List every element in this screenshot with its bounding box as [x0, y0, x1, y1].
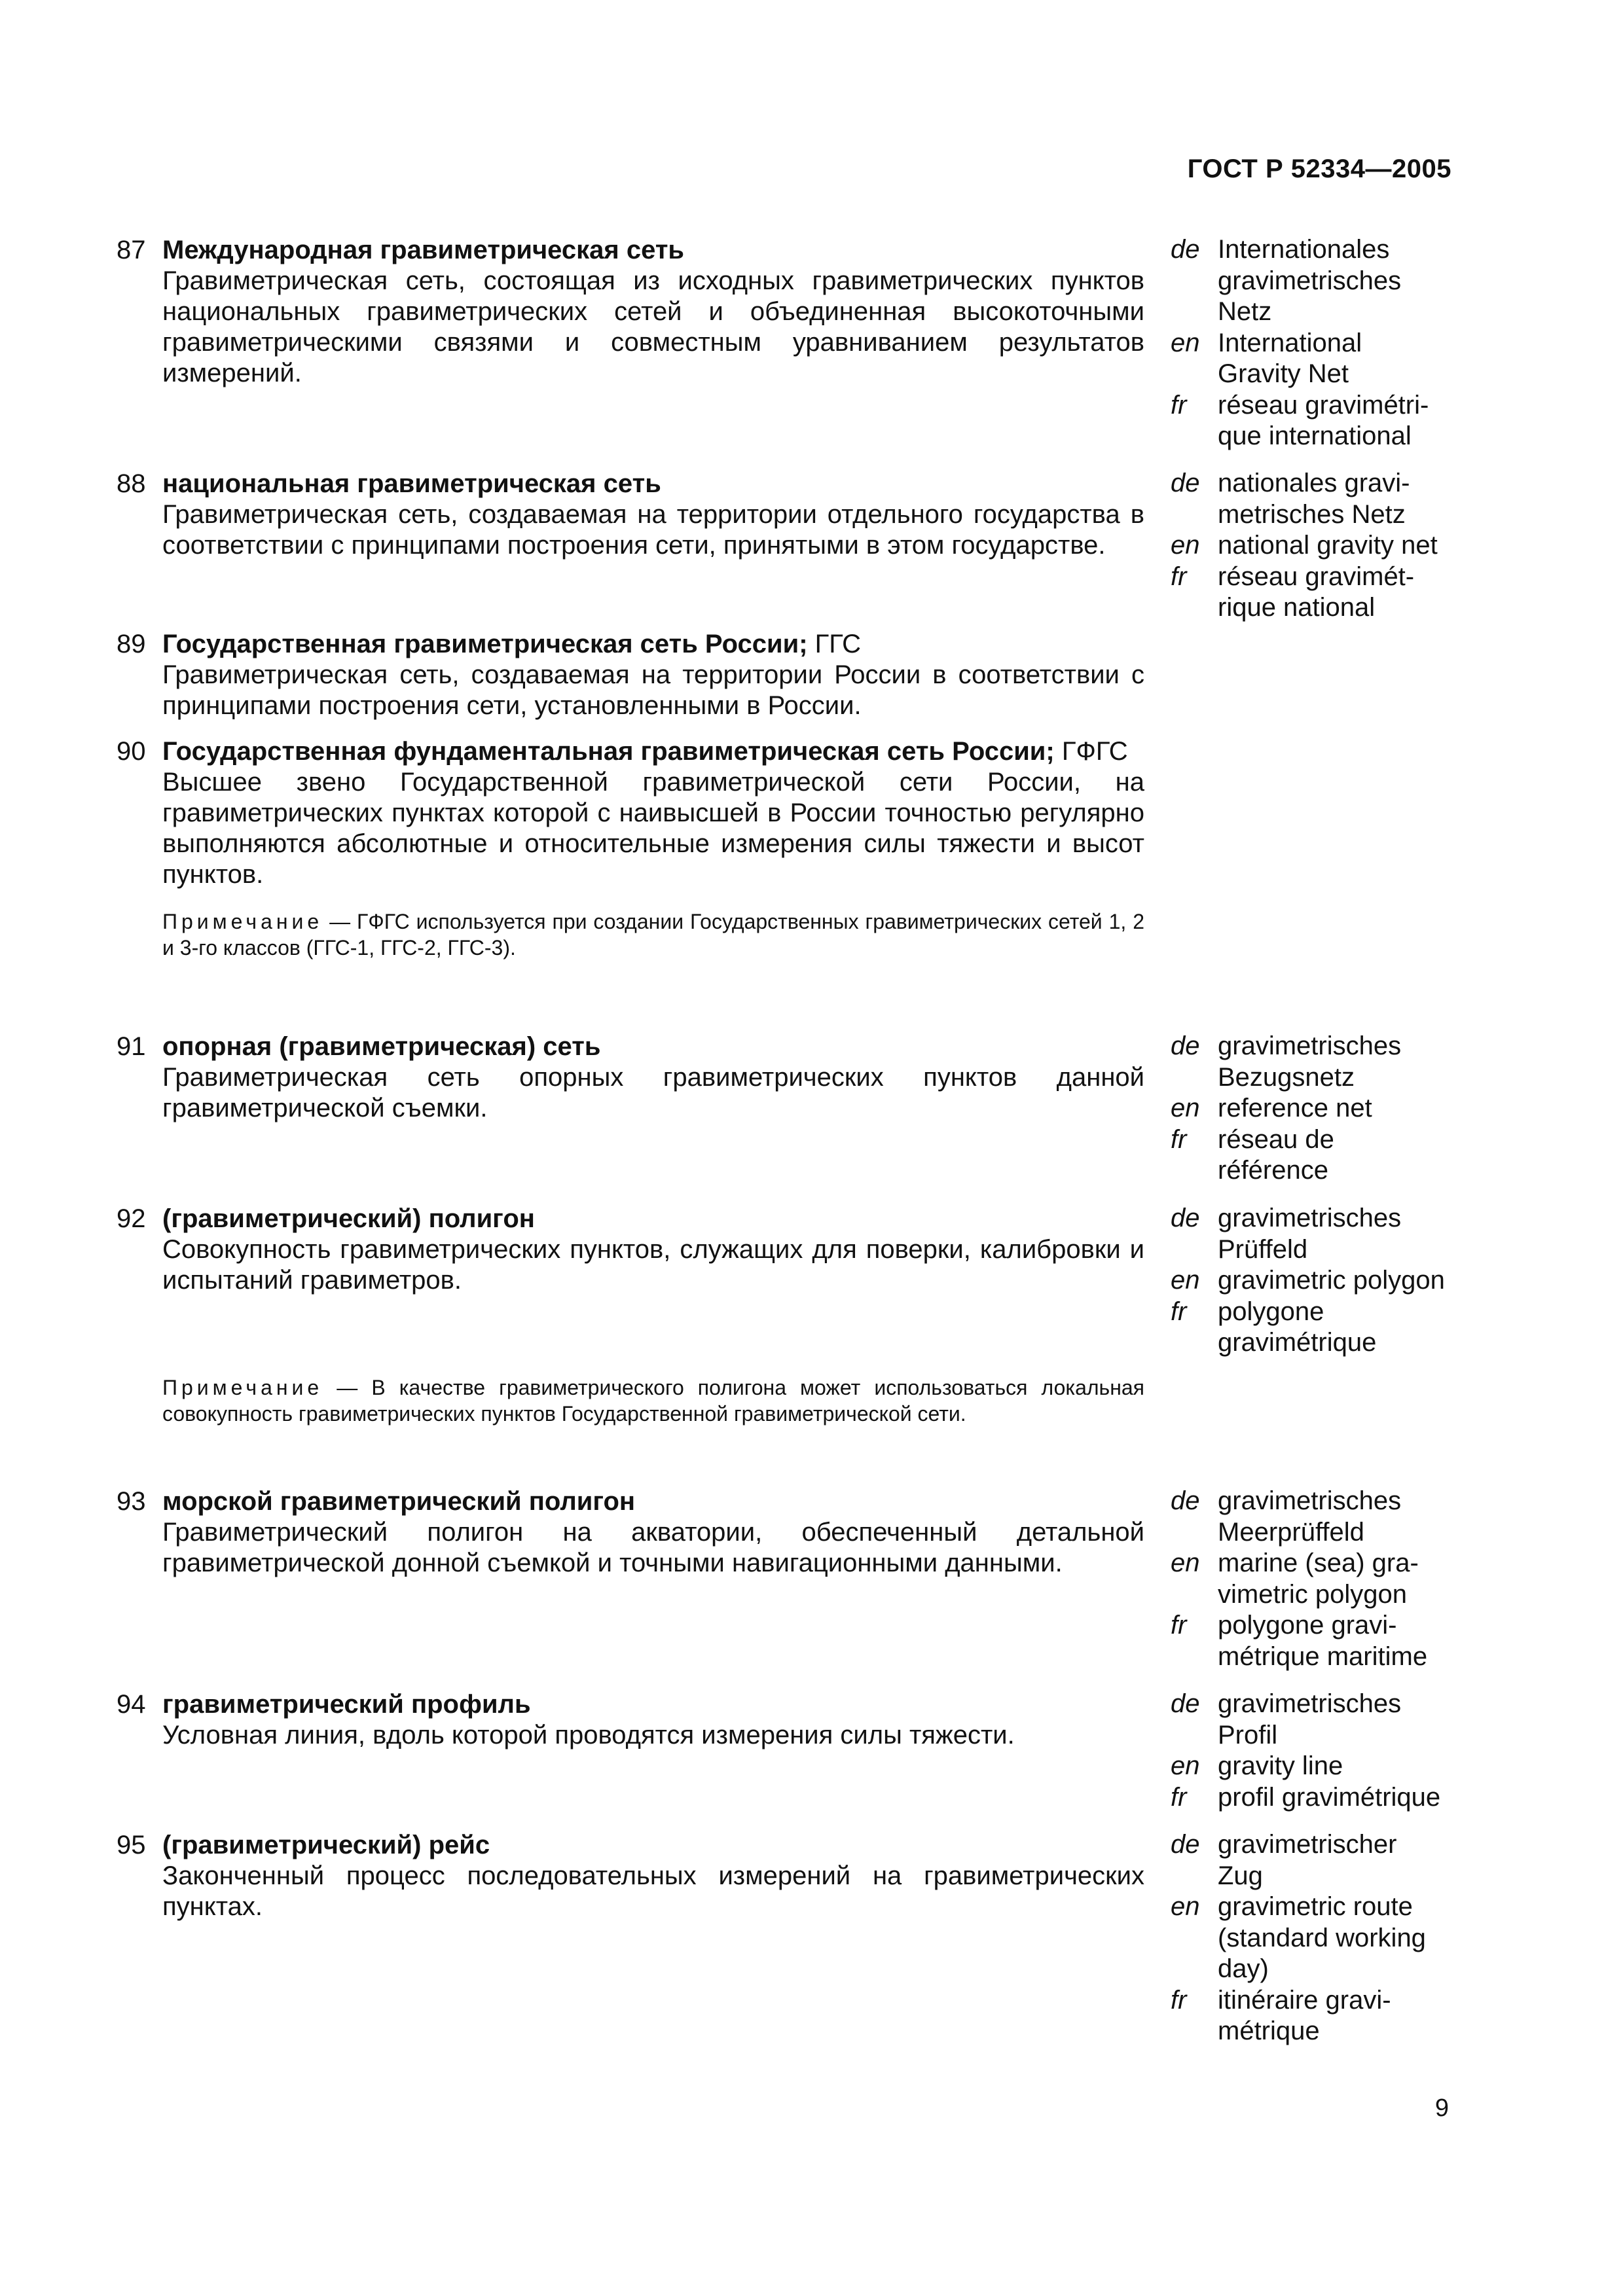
- term-name: морской гравиметрический полигон: [162, 1487, 636, 1516]
- term-number: 91: [117, 1032, 146, 1061]
- page-number: 9: [1434, 2094, 1449, 2122]
- term-definition: Высшее звено Государственной гравиметрической сети России, на гравиметрических пунктах которой с наивысшей в России точностью регулярно выполняются абсолютные и относительные измерения силы тяжести и высот пунктов.: [162, 768, 1144, 889]
- lang-code: fr: [1171, 562, 1187, 591]
- foreign-equivalents: [1171, 1829, 1459, 2047]
- foreign-equivalents: [1171, 1203, 1459, 1359]
- equivalent-text: polygone gravi- métrique maritime: [1218, 1611, 1428, 1671]
- term-body: [162, 1829, 1144, 1922]
- term-number: 87: [117, 236, 146, 264]
- equivalent-text: réseau de référence: [1218, 1124, 1334, 1185]
- term-body: [162, 1203, 1144, 1427]
- lang-code: en: [1171, 1751, 1200, 1780]
- term-name: Государственная гравиметрическая сеть России;: [162, 630, 808, 658]
- equivalent-text: réseau gravimétri- que international: [1218, 390, 1429, 450]
- term-number: 92: [117, 1204, 146, 1233]
- equivalent-de: [1171, 1689, 1459, 1751]
- term-definition: Гравиметрическая сеть, создаваемая на территории отдельного государства в соответствии с принципами построения сети, принятыми в этом государстве.: [162, 500, 1144, 560]
- equivalent-text: marine (sea) gra- vimetric polygon: [1218, 1549, 1419, 1609]
- term-note: [162, 1374, 1144, 1427]
- equivalent-text: Internationales gravimetrisches Netz: [1218, 235, 1402, 326]
- lang-code: en: [1171, 1094, 1200, 1122]
- term-number: 93: [117, 1487, 146, 1516]
- term-title: [162, 1203, 1144, 1234]
- term-body: [162, 736, 1144, 961]
- equivalent-text: International Gravity Net: [1218, 328, 1362, 388]
- equivalent-de: [1171, 1486, 1459, 1548]
- equivalent-fr: [1171, 1297, 1459, 1359]
- foreign-equivalents: [1171, 234, 1459, 452]
- lang-code: fr: [1171, 1611, 1187, 1640]
- equivalent-text: profil gravimétrique: [1218, 1782, 1441, 1812]
- equivalent-fr: [1171, 1610, 1459, 1672]
- equivalent-text: gravimetrischer Zug: [1218, 1830, 1397, 1890]
- lang-code: de: [1171, 1031, 1200, 1060]
- equivalent-fr: [1171, 1124, 1459, 1187]
- term-body: [162, 234, 1144, 389]
- equivalent-de: [1171, 1829, 1459, 1892]
- term-note: [162, 908, 1144, 961]
- foreign-equivalents: [1171, 1486, 1459, 1672]
- term-name: Международная гравиметрическая сеть: [162, 236, 685, 264]
- equivalent-en: [1171, 1093, 1459, 1124]
- equivalent-text: gravimetric polygon: [1218, 1266, 1445, 1295]
- equivalent-en: [1171, 1265, 1459, 1297]
- equivalent-de: [1171, 1031, 1459, 1093]
- equivalent-text: gravimetrisches Profil: [1218, 1689, 1402, 1749]
- term-definition: Законченный процесс последовательных измерений на гравиметрических пунктах.: [162, 1861, 1144, 1921]
- term-number: 89: [117, 630, 146, 658]
- foreign-equivalents: [1171, 1689, 1459, 1813]
- lang-code: en: [1171, 1549, 1200, 1577]
- term-body: [162, 628, 1144, 721]
- equivalent-fr: [1171, 1985, 1459, 2047]
- equivalent-de: [1171, 468, 1459, 530]
- equivalent-en: [1171, 1548, 1459, 1610]
- term-body: [162, 1031, 1144, 1124]
- note-text: — В качестве гравиметрического полигона может использоваться локальная совокупность гравиметрических пунктов Государственной гравиметрической сети.: [162, 1376, 1144, 1426]
- lang-code: de: [1171, 1830, 1200, 1859]
- equivalent-fr: [1171, 562, 1459, 624]
- lang-code: de: [1171, 235, 1200, 264]
- equivalent-text: gravimetrisches Meerprüffeld: [1218, 1486, 1402, 1547]
- equivalent-text: gravity line: [1218, 1751, 1343, 1780]
- foreign-equivalents: [1171, 468, 1459, 624]
- term-title: [162, 628, 1144, 660]
- lang-code: de: [1171, 1689, 1200, 1718]
- note-text: — ГФГС используется при создании Государственных гравиметрических сетей 1, 2 и 3-го классов (ГГС-1, ГГС-2, ГГС-3).: [162, 910, 1144, 960]
- equivalent-text: national gravity net: [1218, 531, 1438, 560]
- term-title: [162, 1031, 1144, 1062]
- term-name: Государственная фундаментальная гравиметрическая сеть России;: [162, 737, 1055, 766]
- term-number: 88: [117, 469, 146, 498]
- term-number: 94: [117, 1690, 146, 1719]
- term-title: [162, 1689, 1144, 1720]
- term-definition: Гравиметрический полигон на акватории, обеспеченный детальной гравиметрической донной съемкой и точными навигационными данными.: [162, 1518, 1144, 1577]
- term-name: (гравиметрический) полигон: [162, 1204, 535, 1233]
- equivalent-en: [1171, 1892, 1459, 1985]
- term-definition: Гравиметрическая сеть опорных гравиметрических пунктов данной гравиметрической съемки.: [162, 1063, 1144, 1122]
- term-name: национальная гравиметрическая сеть: [162, 469, 661, 498]
- equivalent-text: polygone gravimétrique: [1218, 1297, 1377, 1357]
- term-title: [162, 736, 1144, 767]
- term-abbreviation: ГГС: [807, 630, 862, 658]
- equivalent-text: gravimetrisches Prüffeld: [1218, 1204, 1402, 1264]
- equivalent-text: reference net: [1218, 1094, 1372, 1122]
- equivalent-text: gravimetrisches Bezugsnetz: [1218, 1031, 1402, 1092]
- equivalent-en: [1171, 530, 1459, 562]
- lang-code: fr: [1171, 1782, 1187, 1812]
- lang-code: en: [1171, 531, 1200, 560]
- lang-code: de: [1171, 1486, 1200, 1515]
- term-number: 95: [117, 1831, 146, 1859]
- equivalent-fr: [1171, 390, 1459, 452]
- lang-code: fr: [1171, 1124, 1187, 1154]
- equivalent-text: nationales gravi- metrisches Netz: [1218, 469, 1410, 529]
- equivalent-en: [1171, 1751, 1459, 1782]
- term-body: [162, 1486, 1144, 1579]
- term-definition: Гравиметрическая сеть, состоящая из исходных гравиметрических пунктов национальных гравиметрических сетей и объединенная высокоточными гравиметрическими связями и совместным уравниванием результатов измерений.: [162, 266, 1144, 387]
- term-title: [162, 1829, 1144, 1861]
- term-title: [162, 234, 1144, 266]
- standard-code: ГОСТ Р 52334—2005: [1187, 154, 1451, 183]
- note-label: Примечание: [162, 910, 323, 933]
- foreign-equivalents: [1171, 1031, 1459, 1187]
- equivalent-text: réseau gravimét- rique national: [1218, 562, 1415, 622]
- lang-code: fr: [1171, 1297, 1187, 1326]
- equivalent-en: [1171, 328, 1459, 390]
- equivalent-text: gravimetric route (standard working day): [1218, 1892, 1426, 1983]
- term-body: [162, 1689, 1144, 1751]
- term-title: [162, 468, 1144, 499]
- lang-code: fr: [1171, 390, 1187, 420]
- term-name: гравиметрический профиль: [162, 1690, 531, 1719]
- term-definition: Совокупность гравиметрических пунктов, служащих для поверки, калибровки и испытаний гравиметров.: [162, 1235, 1144, 1295]
- lang-code: en: [1171, 1266, 1200, 1295]
- lang-code: de: [1171, 1204, 1200, 1232]
- term-body: [162, 468, 1144, 561]
- term-number: 90: [117, 737, 146, 766]
- lang-code: fr: [1171, 1985, 1187, 2015]
- note-label: Примечание: [162, 1376, 323, 1399]
- lang-code: en: [1171, 1892, 1200, 1921]
- lang-code: de: [1171, 469, 1200, 497]
- equivalent-text: itinéraire gravi- métrique: [1218, 1985, 1391, 2045]
- term-title: [162, 1486, 1144, 1517]
- equivalent-fr: [1171, 1782, 1459, 1814]
- term-definition: Условная линия, вдоль которой проводятся измерения силы тяжести.: [162, 1721, 1015, 1749]
- lang-code: en: [1171, 328, 1200, 357]
- equivalent-de: [1171, 234, 1459, 328]
- term-name: опорная (гравиметрическая) сеть: [162, 1032, 601, 1061]
- equivalent-de: [1171, 1203, 1459, 1265]
- term-abbreviation: ГФГС: [1054, 737, 1128, 766]
- term-definition: Гравиметрическая сеть, создаваемая на территории России в соответствии с принципами построения сети, установленными в России.: [162, 660, 1144, 720]
- term-name: (гравиметрический) рейс: [162, 1831, 490, 1859]
